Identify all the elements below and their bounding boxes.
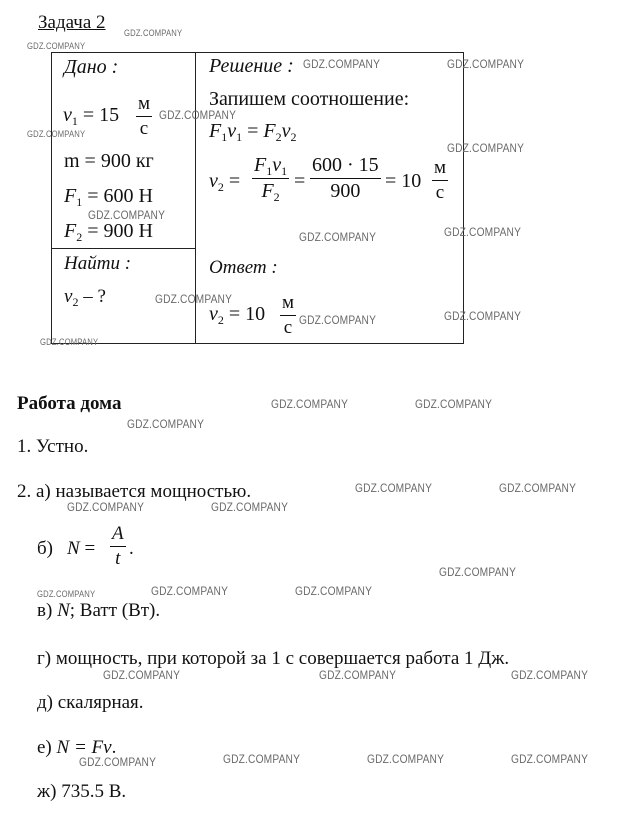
table-divider-horizontal: [51, 248, 196, 249]
watermark: GDZ.COMPANY: [159, 108, 237, 122]
given-v1-unit: м с: [138, 93, 151, 139]
watermark: GDZ.COMPANY: [271, 397, 349, 411]
homework-item-2b: б): [37, 538, 53, 559]
formula-dot: .: [129, 538, 134, 559]
given-f2: $F_2 = 900$ Н: [64, 220, 153, 244]
watermark: GDZ.COMPANY: [27, 129, 86, 139]
watermark: GDZ.COMPANY: [79, 755, 157, 769]
watermark: GDZ.COMPANY: [67, 500, 145, 514]
homework-item-2v: в) N; Ватт (Вт).: [37, 600, 161, 621]
watermark: GDZ.COMPANY: [367, 752, 445, 766]
watermark: GDZ.COMPANY: [27, 41, 86, 51]
watermark: GDZ.COMPANY: [124, 28, 183, 38]
watermark: GDZ.COMPANY: [151, 584, 229, 598]
equation-2-lhs: $v_2$ =: [209, 170, 241, 194]
watermark: GDZ.COMPANY: [127, 417, 205, 431]
given-v1: $v_1 = 15$: [63, 104, 120, 128]
watermark: GDZ.COMPANY: [415, 397, 493, 411]
equation-2-unit: м с: [434, 157, 447, 203]
watermark: GDZ.COMPANY: [299, 313, 377, 327]
equation-2-result: = 10: [385, 170, 422, 192]
watermark: GDZ.COMPANY: [319, 668, 397, 682]
watermark: GDZ.COMPANY: [303, 57, 381, 71]
answer-label: Ответ :: [209, 257, 278, 278]
watermark: GDZ.COMPANY: [37, 589, 96, 599]
solution-intro: Запишем соотношение:: [209, 88, 410, 110]
watermark: GDZ.COMPANY: [511, 752, 589, 766]
given-f1: $F_1 = 600$ Н: [64, 185, 153, 209]
watermark: GDZ.COMPANY: [447, 57, 525, 71]
equation-2-fraction-2: 600 · 15 900: [312, 154, 379, 202]
watermark: GDZ.COMPANY: [447, 141, 525, 155]
formula-a-over-t: A t: [112, 523, 124, 569]
watermark: GDZ.COMPANY: [88, 208, 166, 222]
watermark: GDZ.COMPANY: [511, 668, 589, 682]
homework-heading: Работа дома: [17, 393, 122, 414]
answer-unit: м с: [282, 292, 295, 338]
homework-item-2a: 2. а) называется мощностью.: [17, 481, 252, 502]
watermark: GDZ.COMPANY: [299, 230, 377, 244]
equation-1: $F_1v_1 = F_2v_2$: [209, 120, 297, 144]
watermark: GDZ.COMPANY: [103, 668, 181, 682]
homework-item-2d: д) скалярная.: [37, 692, 144, 713]
given-m: m = 900 кг: [64, 150, 154, 172]
watermark: GDZ.COMPANY: [40, 337, 99, 347]
find-value: $v_2$ – ?: [64, 286, 106, 309]
watermark: GDZ.COMPANY: [499, 481, 577, 495]
equation-2-eq: =: [294, 170, 306, 192]
homework-item-1: 1. Устно.: [17, 436, 89, 457]
watermark: GDZ.COMPANY: [295, 584, 373, 598]
watermark: GDZ.COMPANY: [444, 225, 522, 239]
given-label: Дано :: [64, 56, 119, 78]
watermark: GDZ.COMPANY: [439, 565, 517, 579]
solution-label: Решение :: [209, 55, 294, 77]
homework-item-2zh: ж) 735.5 В.: [37, 781, 127, 802]
watermark: GDZ.COMPANY: [223, 752, 301, 766]
watermark: GDZ.COMPANY: [155, 292, 233, 306]
watermark: GDZ.COMPANY: [444, 309, 522, 323]
formula-n-eq: N =: [67, 538, 96, 559]
homework-item-2e: е) N = Fv.: [37, 737, 117, 758]
answer-value: $v_2 = 10$: [209, 303, 266, 327]
watermark: GDZ.COMPANY: [355, 481, 433, 495]
watermark: GDZ.COMPANY: [211, 500, 289, 514]
homework-item-2g: г) мощность, при которой за 1 с совершается работа 1 Дж.: [37, 648, 510, 669]
find-label: Найти :: [64, 253, 132, 274]
task-title: Задача 2: [38, 12, 106, 33]
equation-2-fraction-1: $F_1v_1$ $F_2$: [254, 154, 288, 204]
